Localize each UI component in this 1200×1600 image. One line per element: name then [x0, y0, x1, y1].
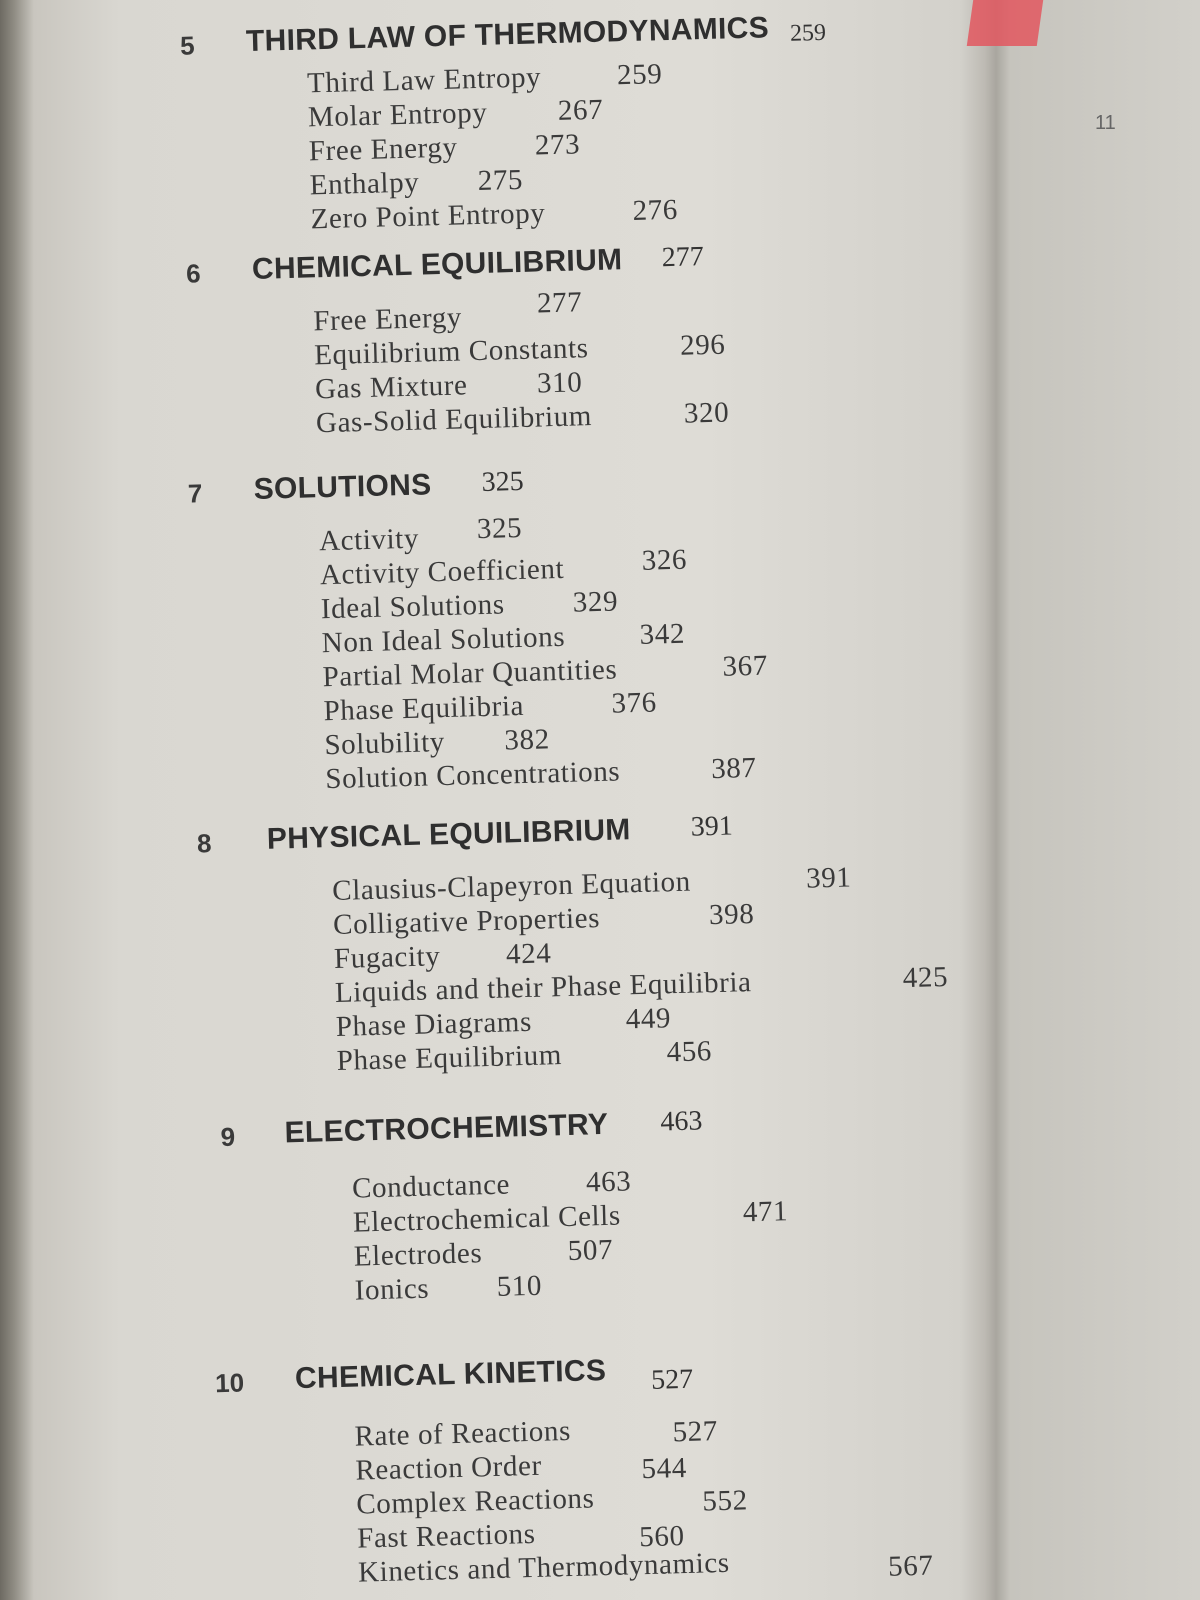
entry-label: Solution Concentrations — [324, 755, 621, 796]
entry-label: Activity Coefficient — [319, 552, 565, 592]
toc-entry — [332, 898, 755, 943]
entry-label: Fast Reactions — [356, 1517, 536, 1555]
chapter-number: 6 — [185, 258, 201, 289]
chapter-page: 527 — [650, 1363, 694, 1396]
entry-list — [331, 861, 949, 1079]
chapter-number: 5 — [179, 30, 195, 61]
entry-page: 398 — [708, 898, 755, 932]
entry-label: Conductance — [351, 1168, 511, 1205]
entry-page: 552 — [701, 1484, 749, 1518]
toc-entry — [313, 328, 726, 373]
entry-label: Activity — [318, 522, 420, 558]
toc-entry — [355, 1482, 749, 1523]
chapter-number: 9 — [220, 1121, 236, 1153]
entry-label: Clausius-Clapeyron Equation — [331, 865, 692, 908]
entry-label: Phase Equilibrium — [336, 1039, 563, 1077]
entry-label: Complex Reactions — [355, 1482, 595, 1521]
entry-page: 527 — [672, 1415, 719, 1449]
toc-entry — [321, 617, 686, 661]
toc-entry — [354, 1414, 719, 1455]
entry-page: 567 — [887, 1549, 934, 1583]
toc-entry — [324, 751, 757, 797]
chapter-number: 8 — [196, 828, 212, 859]
entry-label: Phase Equilibria — [323, 689, 525, 728]
entry-page: 507 — [567, 1233, 614, 1267]
entry-page: 560 — [638, 1520, 686, 1554]
entry-page: 276 — [632, 193, 679, 227]
entry-page: 277 — [536, 286, 583, 320]
toc-entry — [309, 163, 524, 203]
entry-label: Partial Molar Quantities — [322, 653, 618, 694]
entry-label: Reaction Order — [355, 1449, 543, 1487]
toc-entry — [322, 649, 769, 695]
entry-page: 267 — [557, 93, 604, 127]
entry-page: 425 — [902, 960, 949, 995]
entry-page: 463 — [585, 1165, 632, 1199]
chapter-number: 10 — [214, 1367, 245, 1399]
entry-page: 367 — [722, 649, 769, 683]
chapter-title: THIRD LAW OF THERMODYNAMICS — [245, 11, 770, 59]
toc-entry — [355, 1449, 688, 1489]
chapter-title: SOLUTIONS — [253, 468, 432, 506]
toc-entry — [353, 1233, 614, 1275]
entry-list — [318, 511, 769, 797]
entry-list — [354, 1414, 934, 1591]
entry-list — [351, 1165, 789, 1309]
entry-label: Molar Entropy — [307, 96, 488, 134]
entry-label: Third Law Entropy — [306, 61, 542, 100]
toc-entry — [314, 366, 583, 407]
entry-list — [306, 58, 679, 237]
entry-page: 325 — [476, 511, 523, 546]
chapter-number: 7 — [187, 478, 203, 509]
facing-page-number: 11 — [1095, 112, 1116, 134]
chapter-page: 277 — [661, 241, 705, 274]
toc-entry — [331, 861, 852, 909]
entry-label: Ideal Solutions — [320, 588, 506, 626]
entry-page: 382 — [503, 723, 551, 757]
entry-page: 391 — [805, 861, 852, 895]
entry-page: 544 — [641, 1451, 688, 1486]
toc-entry — [315, 396, 730, 441]
toc-entry — [356, 1517, 686, 1557]
toc-entry — [333, 937, 552, 977]
entry-label: Gas-Solid Equilibrium — [315, 400, 593, 440]
entry-label: Rate of Reactions — [354, 1414, 572, 1453]
entry-page: 310 — [536, 366, 583, 400]
entry-label: Phase Diagrams — [335, 1005, 533, 1043]
entry-page: 273 — [534, 128, 581, 162]
entry-page: 320 — [683, 396, 730, 430]
entry-page: 376 — [611, 686, 658, 720]
entry-label: Ionics — [354, 1272, 430, 1307]
toc-entry — [357, 1546, 934, 1591]
entry-page: 510 — [496, 1269, 543, 1303]
entry-page: 275 — [477, 163, 524, 197]
chapter-page: 391 — [690, 810, 734, 843]
toc-entry — [336, 1035, 713, 1079]
entry-page: 326 — [641, 543, 688, 577]
entry-label: Kinetics and Thermodynamics — [357, 1546, 731, 1589]
chapter-title: PHYSICAL EQUILIBRIUM — [266, 813, 632, 856]
entry-page: 471 — [742, 1195, 789, 1229]
entry-page: 449 — [625, 1002, 672, 1036]
toc-entry — [310, 193, 679, 237]
entry-label: Electrochemical Cells — [352, 1199, 622, 1239]
toc-entry — [312, 286, 583, 339]
entry-page: 342 — [639, 617, 686, 651]
entry-page: 329 — [572, 585, 619, 619]
toc-entry — [318, 511, 523, 559]
entry-label: Zero Point Entropy — [310, 197, 546, 236]
entry-label: Colligative Properties — [332, 902, 601, 942]
entry-label: Free Energy — [312, 301, 463, 338]
entry-label: Fugacity — [333, 940, 441, 976]
entry-label: Non Ideal Solutions — [321, 620, 566, 660]
entry-label: Solubility — [324, 726, 446, 762]
toc-entry — [335, 1002, 672, 1045]
toc-entry — [324, 723, 551, 763]
chapter-title: CHEMICAL EQUILIBRIUM — [251, 243, 623, 286]
chapter-page: 259 — [789, 19, 827, 47]
toc-entry — [334, 960, 949, 1011]
toc-entry — [351, 1165, 632, 1207]
toc-entry — [308, 128, 581, 169]
entry-page: 456 — [666, 1035, 713, 1069]
toc-entry — [323, 686, 658, 729]
toc-entry — [307, 93, 604, 135]
entry-label: Free Energy — [308, 131, 458, 168]
entry-label: Liquids and their Phase Equilibria — [334, 966, 752, 1009]
toc-entry — [306, 58, 663, 101]
entry-page: 296 — [679, 328, 726, 362]
toc-entry — [352, 1195, 789, 1241]
entry-label: Enthalpy — [309, 166, 420, 202]
toc-entry — [320, 585, 619, 627]
chapter-title: CHEMICAL KINETICS — [294, 1354, 607, 1396]
entry-label: Gas Mixture — [314, 369, 468, 406]
entry-page: 259 — [616, 58, 663, 92]
toc-entry — [354, 1269, 543, 1309]
entry-label: Electrodes — [353, 1237, 483, 1273]
chapter-page: 325 — [481, 465, 525, 498]
entry-page: 424 — [505, 937, 552, 971]
chapter-title: ELECTROCHEMISTRY — [284, 1107, 609, 1150]
chapter-page: 463 — [660, 1105, 703, 1138]
toc-entry — [319, 543, 688, 593]
entry-list — [312, 286, 730, 441]
entry-page: 387 — [710, 751, 757, 786]
entry-label: Equilibrium Constants — [313, 332, 590, 372]
